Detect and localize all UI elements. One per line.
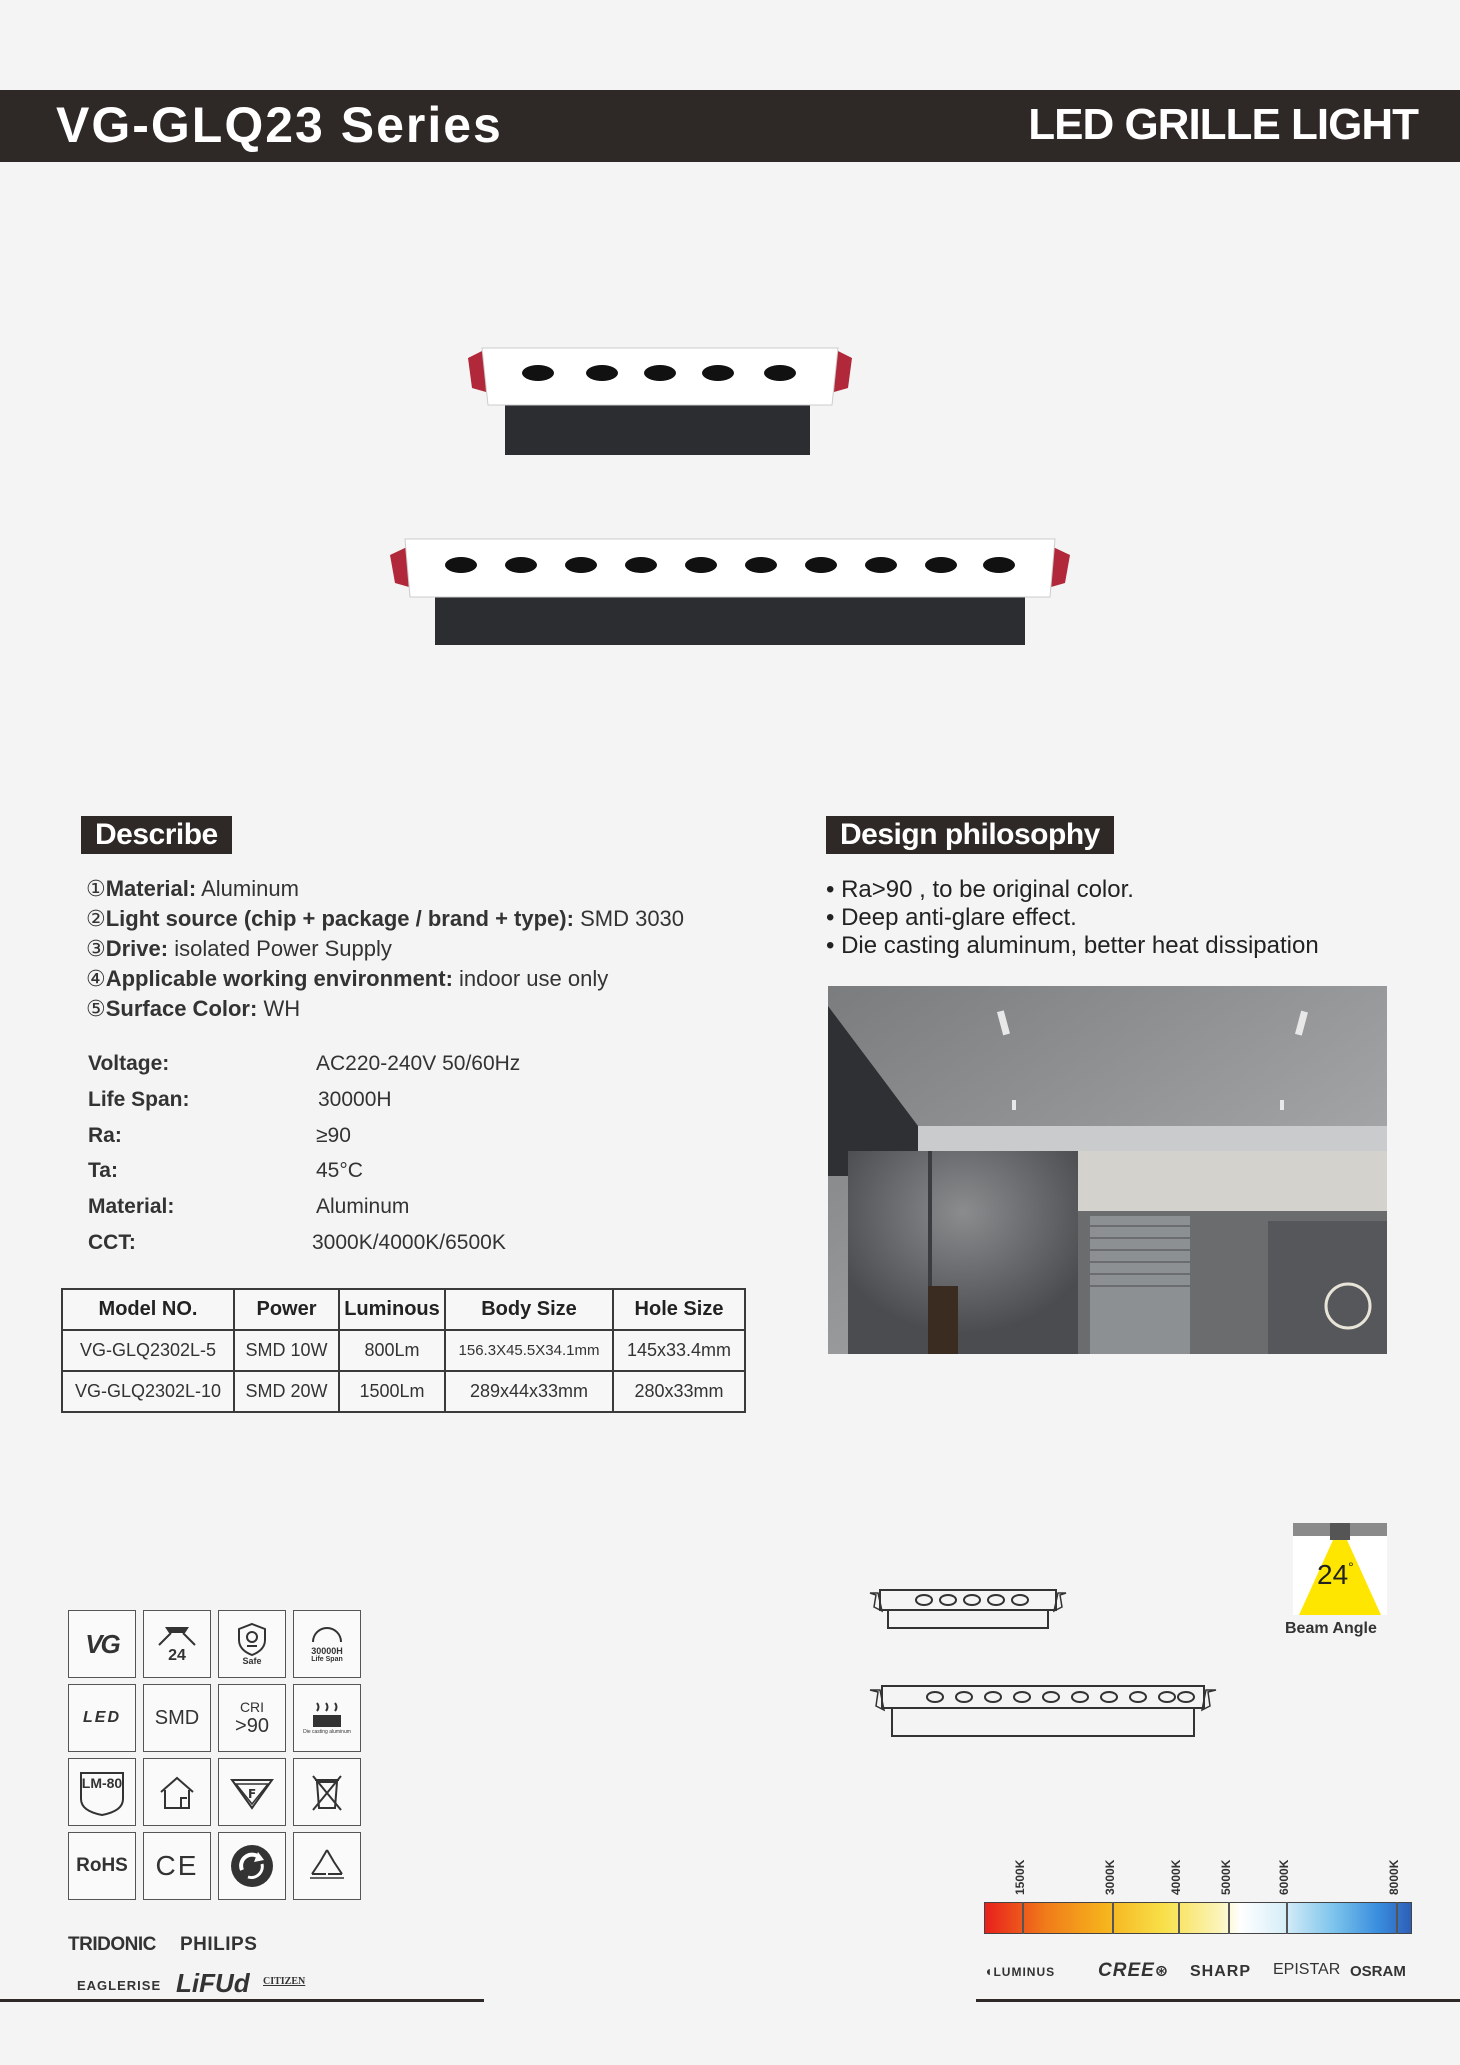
beam-angle-badge [1293, 1523, 1387, 1620]
cct-tick [1022, 1902, 1024, 1934]
life-span-icon: 30000H Life Span [293, 1610, 361, 1678]
lifud-logo: LiFUd [176, 1968, 250, 1998]
cct-label: 1500K [1013, 1859, 1027, 1895]
describe-item: ⑤Surface Color: WH [86, 996, 301, 1021]
cct-label: 8000K [1387, 1859, 1401, 1895]
table-cell: 800Lm [339, 1330, 445, 1371]
tridonic-logo: TRIDONIC [68, 1934, 156, 1955]
citizen-logo: CITIZEN [263, 1976, 306, 1987]
eaglerise-logo: EAGLERISE [77, 1978, 162, 1993]
describe-item: ④Applicable working environment: indoor use only [86, 966, 609, 991]
beam-angle-label: Beam Angle [1285, 1620, 1377, 1637]
philips-logo: PHILIPS [180, 1934, 258, 1955]
cct-tick [1228, 1902, 1230, 1934]
fixture-10-head-image [385, 535, 1075, 655]
describe-item: ①Material: Aluminum [86, 876, 299, 901]
table-cell: VG-GLQ2302L-10 [62, 1371, 234, 1412]
header-bar [0, 90, 1460, 162]
cct-label: 4000K [1169, 1859, 1183, 1895]
ce-mark-icon: CE [143, 1832, 211, 1900]
recycle-arrow-icon [218, 1832, 286, 1900]
philosophy-list [826, 876, 1319, 960]
table-row [62, 1371, 745, 1412]
lm80-icon: LM-80 [68, 1758, 136, 1826]
vg-logo-icon: VG [68, 1610, 136, 1678]
right-footer-rule [976, 1999, 1460, 2002]
sharp-logo: SHARP [1190, 1963, 1252, 1980]
table-cell: VG-GLQ2302L-5 [62, 1330, 234, 1371]
cct-label: 6000K [1277, 1859, 1291, 1895]
cct-label: 5000K [1219, 1859, 1233, 1895]
product-title: LED GRILLE LIGHT [1028, 100, 1418, 149]
safe-icon: Safe [218, 1610, 286, 1678]
fixture-5-line-drawing [868, 1585, 1068, 1645]
table-cell: SMD 10W [234, 1330, 339, 1371]
beam-angle-value: 24° [1317, 1559, 1354, 1590]
table-cell: SMD 20W [234, 1371, 339, 1412]
svg-text:F: F [248, 1787, 257, 1801]
cct-tick [1178, 1902, 1180, 1934]
cri-icon: CRI >90 [218, 1684, 286, 1752]
philosophy-bullet: • Deep anti-glare effect. [826, 904, 1077, 931]
table-cell: 156.3X45.5X34.1mm [445, 1330, 613, 1371]
describe-item: ②Light source (chip + package / brand + type): SMD 3030 [86, 906, 685, 931]
cct-color-bar [984, 1902, 1412, 1934]
table-header: Luminous [339, 1289, 445, 1330]
table-cell: 289x44x33mm [445, 1371, 613, 1412]
table-cell: 280x33mm [613, 1371, 745, 1412]
series-title: VG-GLQ23 Series [56, 97, 503, 153]
describe-heading: Describe [81, 816, 232, 854]
table-header: Power [234, 1289, 339, 1330]
indoor-use-icon [143, 1758, 211, 1826]
table-header: Hole Size [613, 1289, 745, 1330]
table-cell: 145x33.4mm [613, 1330, 745, 1371]
fixture-5-head-image [460, 340, 860, 470]
cct-label: 3000K [1103, 1859, 1117, 1895]
design-philosophy-heading: Design philosophy [826, 816, 1114, 854]
describe-list [86, 874, 684, 1024]
osram-logo: OSRAM [1350, 1963, 1406, 1980]
epistar-logo: EPISTAR [1273, 1961, 1341, 1978]
cct-tick [1396, 1902, 1398, 1934]
interior-application-photo [828, 986, 1387, 1354]
philosophy-bullet: • Ra>90 , to be original color. [826, 876, 1134, 903]
table-header: Body Size [445, 1289, 613, 1330]
weee-bin-icon [293, 1758, 361, 1826]
philosophy-bullet: • Die casting aluminum, better heat dissipation [826, 932, 1319, 959]
table-header-row [62, 1289, 745, 1330]
f-mark-icon [218, 1758, 286, 1826]
beam-angle-icon: 24 [143, 1610, 211, 1678]
led-icon: LED [68, 1684, 136, 1752]
table-row [62, 1330, 745, 1371]
cct-tick [1112, 1902, 1114, 1934]
model-table [61, 1288, 746, 1413]
cree-logo: CREE⊛ [1098, 1960, 1170, 1981]
rohs-icon: RoHS [68, 1832, 136, 1900]
fixture-10-line-drawing [868, 1680, 1218, 1744]
table-cell: 1500Lm [339, 1371, 445, 1412]
table-header: Model NO. [62, 1289, 234, 1330]
describe-item: ③Drive: isolated Power Supply [86, 936, 392, 961]
die-casting-icon: Die casting aluminum [293, 1684, 361, 1752]
left-footer-rule [0, 1999, 484, 2002]
luminus-logo: ◖LUMINUS [984, 1963, 1056, 1979]
cct-tick [1286, 1902, 1288, 1934]
recycle-icon [293, 1832, 361, 1900]
smd-icon: SMD [143, 1684, 211, 1752]
